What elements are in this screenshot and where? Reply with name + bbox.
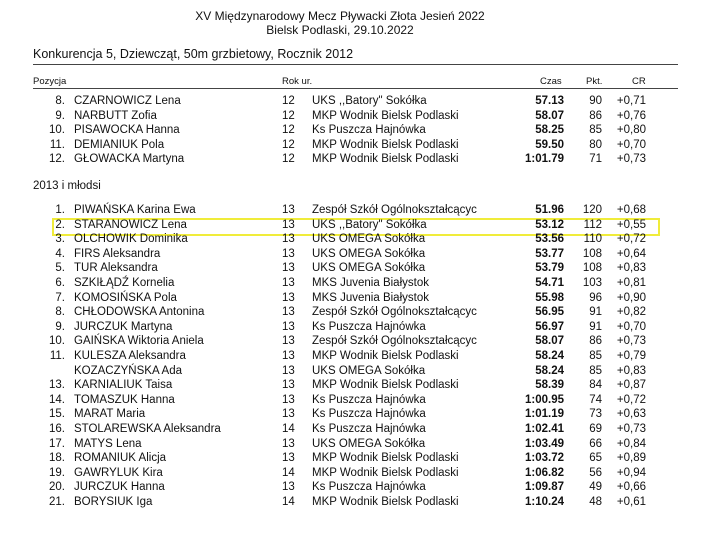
table-row: [0, 291, 727, 305]
points-cell: 85: [589, 350, 602, 362]
club-cell: MKP Wodnik Bielsk Podlaski: [312, 379, 459, 392]
rank-cell: 17.: [49, 437, 65, 450]
rank-cell: 13.: [49, 379, 65, 392]
club-cell: MKP Wodnik Bielsk Podlaski: [312, 153, 459, 166]
club-cell: Zespół Szkół Ogólnokształcącyc: [312, 306, 477, 319]
name-cell: OLCHOWIK Dominika: [74, 233, 188, 246]
cr-cell: +0,84: [616, 437, 646, 450]
table-row: [0, 123, 727, 137]
rank-cell: 10.: [49, 124, 65, 137]
section-title: 2013 i młodsi: [33, 180, 101, 192]
points-cell: 86: [589, 335, 602, 348]
name-cell: TUR Aleksandra: [74, 262, 158, 275]
points-cell: 85: [589, 124, 602, 137]
club-cell: MKP Wodnik Bielsk Podlaski: [312, 138, 459, 151]
divider: [33, 64, 678, 65]
name-cell: CZARNOWICZ Lena: [74, 95, 181, 107]
table-row: [0, 276, 727, 290]
name-cell: NARBUTT Zofia: [74, 109, 157, 122]
points-cell: 49: [589, 481, 602, 494]
time-cell: 1:02.41: [524, 423, 564, 435]
time-cell: 58.39: [535, 379, 564, 392]
name-cell: GŁOWACKA Martyna: [74, 153, 185, 166]
rank-cell: 11.: [49, 138, 65, 151]
rank-cell: 3.: [55, 233, 65, 246]
points-cell: 56: [589, 466, 602, 479]
time-cell: 54.71: [535, 277, 564, 289]
rank-cell: 9.: [55, 109, 65, 122]
cr-cell: +0,68: [616, 204, 646, 216]
club-cell: MKP Wodnik Bielsk Podlaski: [312, 452, 459, 465]
table-row: [0, 94, 727, 108]
rank-cell: 1.: [55, 204, 65, 216]
time-cell: 58.07: [535, 335, 564, 348]
club-cell: Ks Puszcza Hajnówka: [312, 408, 426, 421]
cr-cell: +0,73: [616, 423, 646, 435]
points-cell: 73: [589, 408, 602, 421]
table-row: [0, 378, 727, 392]
table-row: [0, 305, 727, 319]
table-row: [0, 407, 727, 421]
club-cell: UKS OMEGA Sokółka: [312, 437, 426, 450]
time-cell: 1:00.95: [524, 393, 564, 406]
table-row: [0, 364, 727, 378]
name-cell: PISAWOCKA Hanna: [74, 124, 180, 137]
competition-title: Konkurencja 5, Dziewcząt, 50m grzbietowy, Rocznik 2012: [33, 47, 354, 61]
cr-cell: +0,61: [616, 496, 646, 508]
year-cell: 13: [282, 320, 295, 333]
club-cell: UKS OMEGA Sokółka: [312, 364, 426, 377]
cr-cell: +0,73: [616, 335, 646, 348]
time-cell: 53.56: [535, 233, 564, 246]
points-cell: 84: [589, 379, 602, 392]
col-header-year: Rok ur.: [282, 76, 313, 87]
table-row: [0, 261, 727, 275]
rank-cell: 18.: [49, 452, 65, 465]
name-cell: KOMOSIŃSKA Pola: [74, 291, 177, 304]
club-cell: UKS ,,Batory" Sokółka: [312, 218, 427, 231]
table-row: [0, 152, 727, 166]
club-cell: MKP Wodnik Bielsk Podlaski: [312, 109, 459, 122]
year-cell: 14: [282, 496, 295, 508]
table-row: [0, 495, 727, 509]
time-cell: 58.24: [535, 364, 564, 377]
time-cell: 56.95: [535, 306, 564, 319]
year-cell: 13: [282, 204, 295, 216]
rank-cell: 19.: [49, 466, 65, 479]
points-cell: 69: [589, 423, 602, 435]
name-cell: MATYS Lena: [74, 437, 142, 450]
table-row: [0, 393, 727, 407]
table-row: [0, 138, 727, 152]
year-cell: 13: [282, 437, 295, 450]
time-cell: 56.97: [535, 320, 564, 333]
name-cell: KARNIALIUK Taisa: [74, 379, 173, 392]
points-cell: 108: [582, 247, 602, 260]
table-row: [0, 466, 727, 480]
year-cell: 13: [282, 306, 295, 319]
points-cell: 48: [589, 496, 602, 508]
table-row: [0, 437, 727, 451]
rank-cell: 21.: [49, 496, 65, 508]
time-cell: 1:10.24: [524, 496, 564, 508]
club-cell: Ks Puszcza Hajnówka: [312, 320, 426, 333]
rank-cell: 8.: [55, 306, 65, 319]
points-cell: 91: [589, 306, 602, 319]
year-cell: 13: [282, 247, 295, 260]
rank-cell: 20.: [49, 481, 65, 494]
year-cell: 12: [282, 124, 295, 137]
cr-cell: +0,73: [616, 153, 646, 166]
name-cell: TOMASZUK Hanna: [74, 393, 175, 406]
rank-cell: 12.: [49, 153, 65, 166]
time-cell: 53.79: [535, 262, 564, 275]
time-cell: 1:06.82: [524, 466, 564, 479]
col-header-points: Pkt.: [586, 76, 603, 87]
rank-cell: 14.: [49, 393, 65, 406]
cr-cell: +0,70: [616, 320, 646, 333]
club-cell: Zespół Szkół Ogólnokształcącyc: [312, 204, 477, 216]
club-cell: MKS Juvenia Białystok: [312, 291, 429, 304]
club-cell: UKS OMEGA Sokółka: [312, 262, 426, 275]
year-cell: 12: [282, 95, 295, 107]
points-cell: 80: [589, 138, 602, 151]
points-cell: 65: [589, 452, 602, 465]
club-cell: Ks Puszcza Hajnówka: [312, 481, 426, 494]
time-cell: 59.50: [535, 138, 564, 151]
name-cell: JURCZUK Hanna: [74, 481, 165, 494]
year-cell: 13: [282, 218, 295, 231]
cr-cell: +0,72: [616, 233, 646, 246]
cr-cell: +0,87: [616, 379, 646, 392]
cr-cell: +0,80: [616, 124, 646, 137]
rank-cell: 8.: [55, 95, 65, 107]
club-cell: MKP Wodnik Bielsk Podlaski: [312, 496, 459, 508]
name-cell: MARAT Maria: [74, 408, 146, 421]
rank-cell: 9.: [55, 320, 65, 333]
points-cell: 90: [589, 95, 602, 107]
cr-cell: +0,82: [616, 306, 646, 319]
club-cell: Ks Puszcza Hajnówka: [312, 423, 426, 435]
year-cell: 13: [282, 291, 295, 304]
points-cell: 85: [589, 364, 602, 377]
time-cell: 1:01.19: [524, 408, 564, 421]
year-cell: 13: [282, 364, 295, 377]
club-cell: MKS Juvenia Białystok: [312, 277, 429, 289]
points-cell: 96: [589, 291, 602, 304]
points-cell: 86: [589, 109, 602, 122]
name-cell: JURCZUK Martyna: [74, 320, 173, 333]
time-cell: 58.25: [535, 124, 564, 137]
time-cell: 58.24: [535, 350, 564, 362]
name-cell: PIWAŃSKA Karina Ewa: [74, 204, 196, 216]
points-cell: 103: [582, 277, 602, 289]
name-cell: KOZACZYŃSKA Ada: [74, 364, 183, 377]
time-cell: 58.07: [535, 109, 564, 122]
table-row: [0, 480, 727, 494]
points-cell: 120: [582, 204, 602, 216]
event-location-date: Bielsk Podlaski, 29.10.2022: [266, 23, 414, 37]
name-cell: GAWRYLUK Kira: [74, 466, 163, 479]
club-cell: MKP Wodnik Bielsk Podlaski: [312, 350, 459, 362]
cr-cell: +0,81: [616, 277, 646, 289]
year-cell: 13: [282, 393, 295, 406]
cr-cell: +0,63: [616, 408, 646, 421]
points-cell: 66: [589, 437, 602, 450]
club-cell: Ks Puszcza Hajnówka: [312, 393, 426, 406]
divider: [33, 88, 678, 89]
cr-cell: +0,55: [616, 218, 646, 231]
year-cell: 13: [282, 335, 295, 348]
table-row: [0, 232, 727, 246]
name-cell: DEMIANIUK Pola: [74, 138, 165, 151]
name-cell: GAIŃSKA Wiktoria Aniela: [74, 335, 204, 348]
cr-cell: +0,83: [616, 364, 646, 377]
rank-cell: 11.: [49, 350, 65, 362]
year-cell: 13: [282, 277, 295, 289]
year-cell: 13: [282, 379, 295, 392]
cr-cell: +0,66: [616, 481, 646, 494]
time-cell: 1:03.72: [524, 452, 564, 465]
table-row: [0, 422, 727, 436]
year-cell: 12: [282, 138, 295, 151]
year-cell: 12: [282, 109, 295, 122]
cr-cell: +0,83: [616, 262, 646, 275]
col-header-cr: CR: [632, 76, 646, 87]
table-row: [0, 203, 727, 217]
table-row: [0, 218, 727, 232]
rank-cell: 16.: [49, 423, 65, 435]
cr-cell: +0,94: [616, 466, 646, 479]
time-cell: 1:03.49: [524, 437, 564, 450]
name-cell: FIRS Aleksandra: [74, 247, 161, 260]
cr-cell: +0,79: [616, 350, 646, 362]
points-cell: 91: [589, 320, 602, 333]
name-cell: SZKIŁĄDŹ Kornelia: [74, 277, 175, 289]
rank-cell: 6.: [55, 277, 65, 289]
name-cell: STARANOWICZ Lena: [74, 218, 187, 231]
points-cell: 110: [583, 233, 602, 246]
rank-cell: 2.: [55, 218, 65, 231]
rank-cell: 15.: [49, 408, 65, 421]
points-cell: 71: [589, 153, 602, 166]
time-cell: 55.98: [535, 291, 564, 304]
club-cell: Zespół Szkół Ogólnokształcącyc: [312, 335, 477, 348]
table-row: [0, 247, 727, 261]
cr-cell: +0,70: [616, 138, 646, 151]
rank-cell: 5.: [55, 262, 65, 275]
cr-cell: +0,72: [616, 393, 646, 406]
name-cell: CHŁODOWSKA Antonina: [74, 306, 205, 319]
table-row: [0, 349, 727, 363]
time-cell: 53.12: [535, 218, 564, 231]
time-cell: 51.96: [535, 204, 564, 216]
cr-cell: +0,76: [616, 109, 646, 122]
table-row: [0, 451, 727, 465]
year-cell: 13: [282, 481, 295, 494]
cr-cell: +0,89: [616, 452, 646, 465]
time-cell: 53.77: [535, 247, 564, 260]
table-row: [0, 334, 727, 348]
rank-cell: 7.: [55, 291, 65, 304]
name-cell: STOLAREWSKA Aleksandra: [74, 423, 221, 435]
points-cell: 112: [583, 218, 602, 231]
club-cell: UKS ,,Batory" Sokółka: [312, 95, 427, 107]
time-cell: 1:09.87: [524, 481, 564, 494]
cr-cell: +0,71: [616, 95, 646, 107]
cr-cell: +0,90: [616, 291, 646, 304]
year-cell: 13: [282, 408, 295, 421]
year-cell: 13: [282, 262, 295, 275]
event-title: XV Międzynarodowy Mecz Pływacki Złota Jesień 2022: [195, 9, 485, 23]
club-cell: UKS OMEGA Sokółka: [312, 233, 426, 246]
name-cell: BORYSIUK Iga: [74, 496, 153, 508]
rank-cell: 10.: [49, 335, 65, 348]
name-cell: ROMANIUK Alicja: [74, 452, 167, 465]
points-cell: 108: [582, 262, 602, 275]
year-cell: 12: [282, 153, 295, 166]
time-cell: 1:01.79: [524, 153, 564, 166]
table-row: [0, 320, 727, 334]
points-cell: 74: [589, 393, 602, 406]
year-cell: 13: [282, 233, 295, 246]
time-cell: 57.13: [535, 95, 564, 107]
cr-cell: +0,64: [616, 247, 646, 260]
club-cell: UKS OMEGA Sokółka: [312, 247, 426, 260]
document-header: [0, 9, 680, 37]
year-cell: 13: [282, 350, 295, 362]
rank-cell: 4.: [55, 247, 65, 260]
club-cell: Ks Puszcza Hajnówka: [312, 124, 426, 137]
table-row: [0, 109, 727, 123]
name-cell: KULESZA Aleksandra: [74, 350, 186, 362]
col-header-time: Czas: [540, 76, 562, 87]
year-cell: 14: [282, 423, 295, 435]
club-cell: MKP Wodnik Bielsk Podlaski: [312, 466, 459, 479]
col-header-position: Pozycja: [33, 76, 67, 87]
year-cell: 13: [282, 452, 295, 465]
year-cell: 14: [282, 466, 295, 479]
